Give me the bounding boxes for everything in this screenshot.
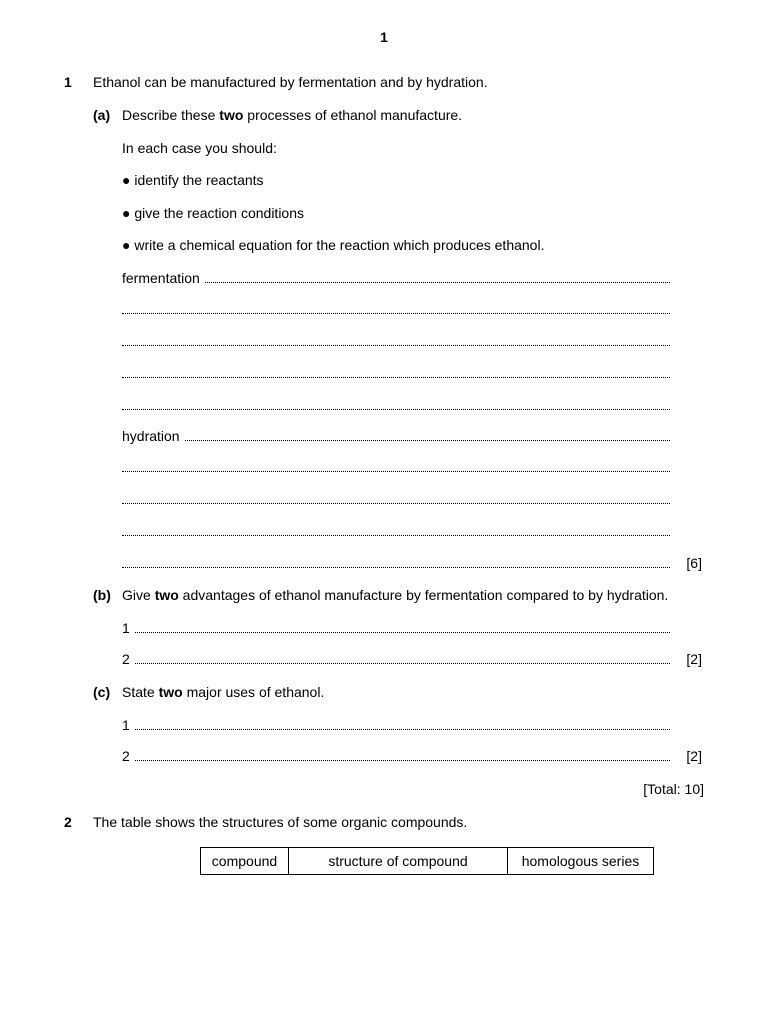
part-a-text-bold: two [219, 107, 244, 123]
part-b-question [122, 586, 668, 604]
part-b-line-1-number: 1 [122, 620, 130, 636]
part-b-text-post: advantages of ethanol manufacture by fermentation compared to by hydration. [178, 587, 669, 603]
fermentation-answer-line-5[interactable] [122, 409, 670, 410]
header-compound: compound [201, 848, 289, 875]
question-2-number: 2 [64, 814, 72, 830]
part-b-line-2-number: 2 [122, 651, 130, 667]
part-a-marks: [6] [686, 555, 702, 571]
fermentation-answer-line-1[interactable] [122, 269, 670, 287]
fermentation-answer-line-2[interactable] [122, 313, 670, 314]
part-c-text-post: major uses of ethanol. [182, 684, 325, 700]
page-number: 1 [380, 29, 388, 45]
question-1-stem: Ethanol can be manufactured by fermentation and by hydration. [93, 74, 488, 90]
bullet-conditions: ● give the reaction conditions [122, 205, 305, 221]
fermentation-label: fermentation [122, 270, 200, 286]
part-b-answer-line-2[interactable] [122, 650, 670, 668]
dotted-fill [185, 440, 670, 441]
part-c-line-1-number: 1 [122, 717, 130, 733]
question-1-total: [Total: 10] [643, 781, 704, 797]
part-b-text-bold: two [154, 587, 179, 603]
part-a-label: (a) [93, 107, 111, 123]
part-b-text-pre: Give [122, 587, 155, 603]
hydration-answer-line-5[interactable] [122, 567, 670, 568]
question-1-number: 1 [64, 74, 72, 90]
hydration-answer-line-3[interactable] [122, 503, 670, 504]
hydration-answer-line-4[interactable] [122, 535, 670, 536]
part-a-question [122, 106, 462, 124]
bullet-equation: ● write a chemical equation for the reaction which produces ethanol. [122, 237, 545, 253]
bullet-reactants: ● identify the reactants [122, 172, 264, 188]
header-homologous-series: homologous series [508, 848, 654, 875]
part-a-instruction: In each case you should: [122, 140, 277, 156]
table-header-row [201, 848, 654, 875]
part-c-text-pre: State [122, 684, 159, 700]
part-c-answer-line-1[interactable] [122, 716, 670, 734]
header-structure: structure of compound [289, 848, 508, 875]
dotted-fill [135, 729, 670, 730]
fermentation-answer-line-3[interactable] [122, 345, 670, 346]
dotted-fill [135, 663, 670, 664]
dotted-fill [135, 632, 670, 633]
part-b-answer-line-1[interactable] [122, 619, 670, 637]
hydration-label: hydration [122, 428, 180, 444]
part-c-text-bold: two [158, 684, 183, 700]
part-a-text-pre: Describe these [122, 107, 220, 123]
organic-compounds-table [200, 847, 654, 875]
hydration-answer-line-1[interactable] [122, 427, 670, 445]
question-2-stem: The table shows the structures of some organic compounds. [93, 814, 468, 830]
part-c-answer-line-2[interactable] [122, 747, 670, 765]
part-c-question [122, 683, 324, 701]
part-c-label: (c) [93, 684, 111, 700]
dotted-fill [135, 760, 670, 761]
part-a-text-post: processes of ethanol manufacture. [243, 107, 463, 123]
part-b-label: (b) [93, 587, 111, 603]
part-b-marks: [2] [686, 651, 702, 667]
part-c-marks: [2] [686, 748, 702, 764]
hydration-answer-line-2[interactable] [122, 471, 670, 472]
part-c-line-2-number: 2 [122, 748, 130, 764]
dotted-fill [205, 282, 670, 283]
fermentation-answer-line-4[interactable] [122, 377, 670, 378]
